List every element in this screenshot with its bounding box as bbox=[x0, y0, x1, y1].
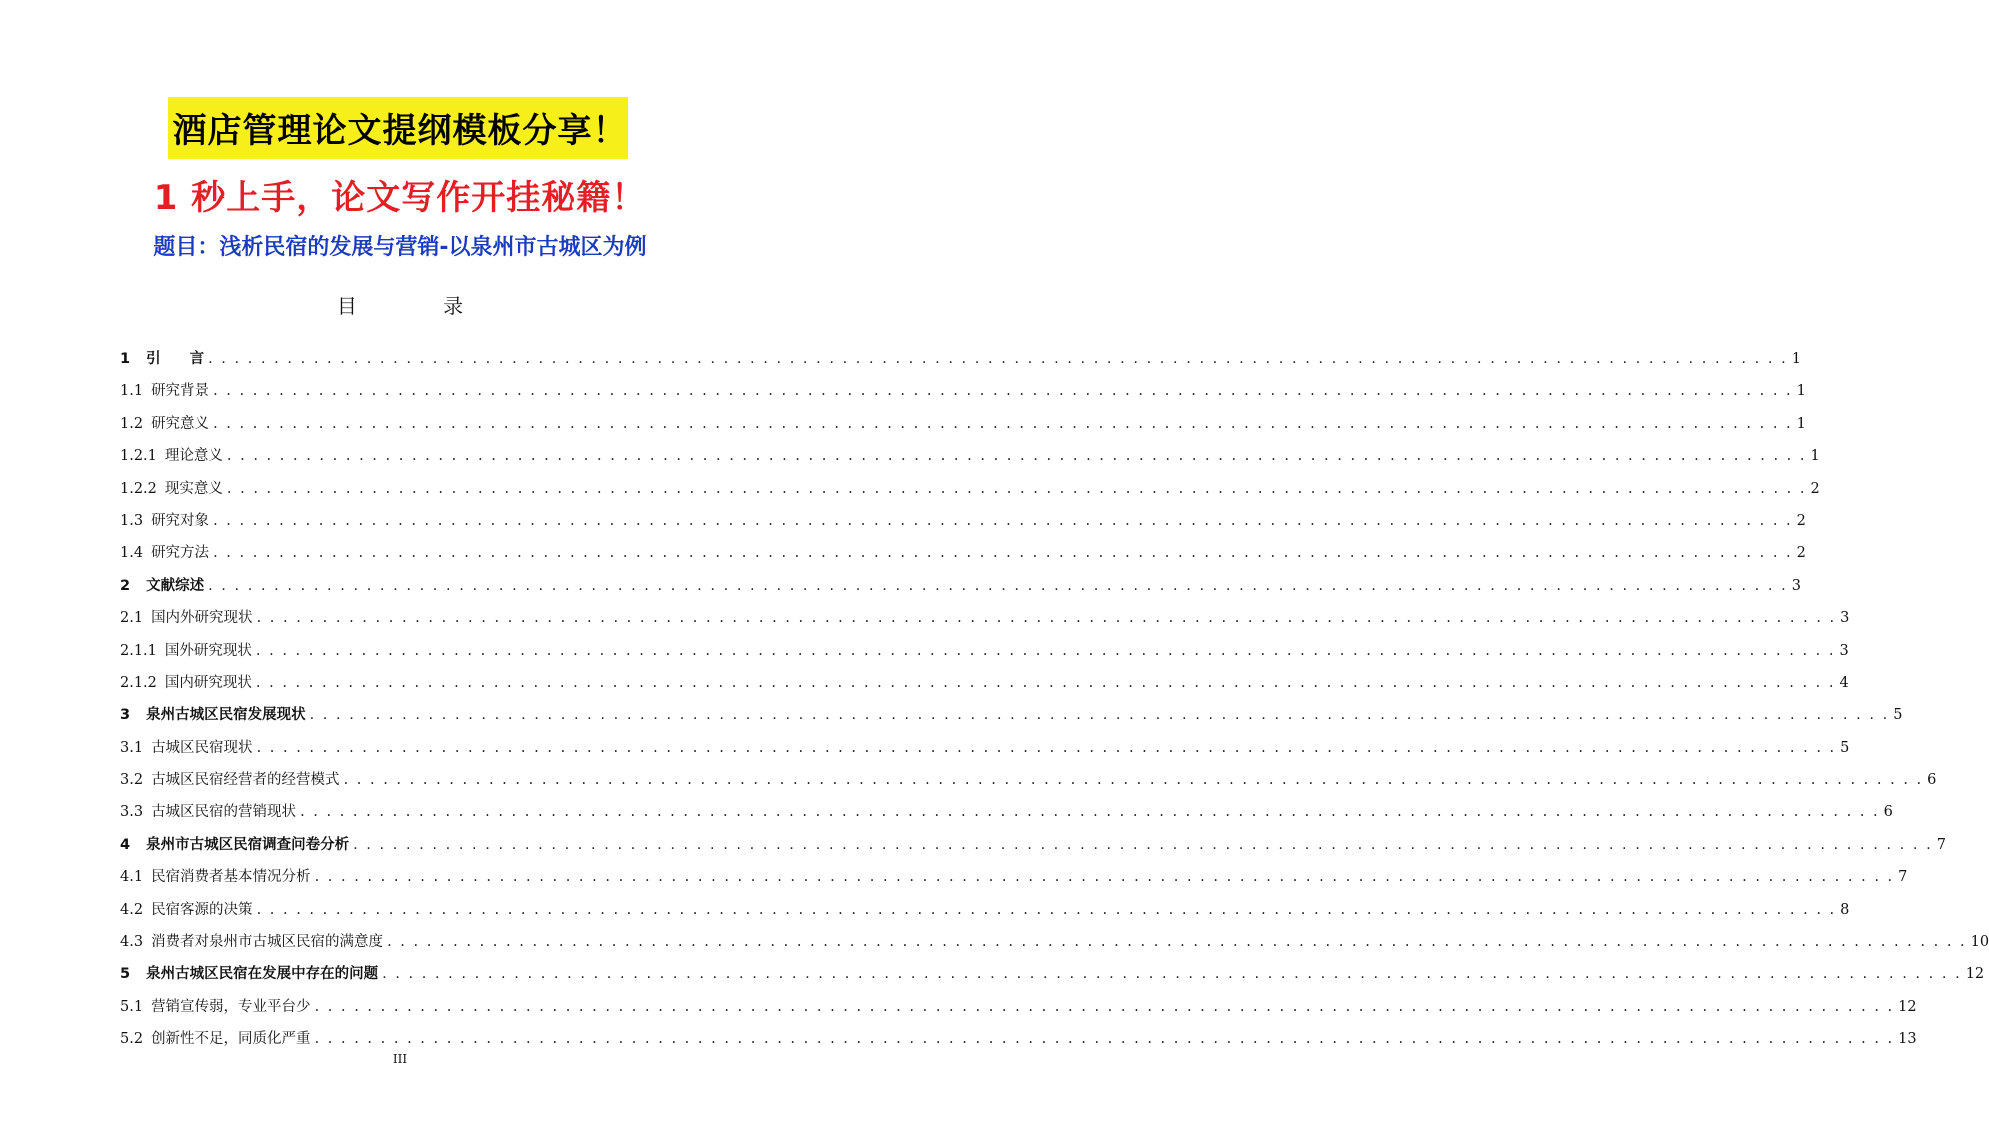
toc-entry-page: 7 bbox=[1936, 836, 1946, 853]
toc-entry-page: 7 bbox=[1898, 869, 1908, 886]
toc-entry-label: 泉州古城区民宿发展现状 bbox=[146, 707, 306, 724]
toc-entry-label: 文献综述 bbox=[146, 577, 205, 594]
toc-entry-label: 营销宣传弱，专业平台少 bbox=[151, 998, 311, 1015]
toc-leader-dots: . . . . . . . . . . . . . . . . . . . . . . . . . . . . . . . . . . . . . . . . . . . . . . . . . . . . . . . . . . . . . . . . . . . . . . . . . . . . . . . . . . . . . . . . . . . . . . . . . . . . . . . . . . . . . . . . . . . . . . . . bbox=[208, 351, 1788, 367]
toc-entry-page: 1 bbox=[1796, 383, 1806, 400]
toc-entry bbox=[120, 379, 1806, 411]
toc-entry-page: 1 bbox=[1796, 415, 1806, 432]
toc-entry-number: 5.2 bbox=[120, 1031, 144, 1048]
toc-entry-page: 3 bbox=[1839, 642, 1849, 659]
toc-entry bbox=[120, 477, 1820, 509]
toc-entry-label: 研究意义 bbox=[151, 415, 210, 432]
toc-entry-number: 3.2 bbox=[120, 772, 144, 789]
toc-entry bbox=[120, 768, 1937, 800]
toc-entry bbox=[120, 444, 1820, 476]
toc-entry-page: 12 bbox=[1898, 998, 1917, 1015]
toc-leader-dots: . . . . . . . . . . . . . . . . . . . . . . . . . . . . . . . . . . . . . . . . . . . . . . . . . . . . . . . . . . . . . . . . . . . . . . . . . . . . . . . . . . . . . . . . . . . . . . . . . . . . . . . . . . . . . . . . . . . . . . . . bbox=[226, 448, 1807, 465]
toc-entry-number: 4.2 bbox=[120, 901, 144, 918]
toc-leader-dots: . . . . . . . . . . . . . . . . . . . . . . . . . . . . . . . . . . . . . . . . . . . . . . . . . . . . . . . . . . . . . . . . . . . . . . . . . . . . . . . . . . . . . . . . . . . . . . . . . . . . . . . . . . . . . . . . . . . . . . . . bbox=[213, 512, 1793, 529]
toc-entry-label: 古城区民宿的营销现状 bbox=[151, 804, 297, 821]
toc-entry-number: 3.1 bbox=[120, 739, 144, 756]
toc-leader-dots: . . . . . . . . . . . . . . . . . . . . . . . . . . . . . . . . . . . . . . . . . . . . . . . . . . . . . . . . . . . . . . . . . . . . . . . . . . . . . . . . . . . . . . . . . . . . . . . . . . . . . . . . . . . . . . . . . . . . . . . . bbox=[314, 869, 1895, 886]
toc-leader-dots: . . . . . . . . . . . . . . . . . . . . . . . . . . . . . . . . . . . . . . . . . . . . . . . . . . . . . . . . . . . . . . . . . . . . . . . . . . . . . . . . . . . . . . . . . . . . . . . . . . . . . . . . . . . . . . . . . . . . . . . . bbox=[213, 415, 1793, 432]
toc-entry-number: 2.1.2 bbox=[120, 674, 157, 691]
toc-entry bbox=[120, 509, 1806, 541]
toc-entry-page: 6 bbox=[1883, 804, 1893, 821]
toc-entry-number: 1.1 bbox=[120, 383, 144, 400]
toc-leader-dots: . . . . . . . . . . . . . . . . . . . . . . . . . . . . . . . . . . . . . . . . . . . . . . . . . . . . . . . . . . . . . . . . . . . . . . . . . . . . . . . . . . . . . . . . . . . . . . . . . . . . . . . . . . . . . . . . . . . . . . . . bbox=[255, 674, 1836, 691]
toc-entry-label: 民宿客源的决策 bbox=[151, 901, 253, 918]
toc-entry-label: 研究方法 bbox=[151, 545, 210, 562]
toc-entry-label: 国内研究现状 bbox=[164, 674, 252, 691]
toc-heading: 目 录 bbox=[336, 294, 504, 318]
toc-entry-label: 引 言 bbox=[146, 351, 205, 367]
toc-entry-number: 1.2.2 bbox=[120, 480, 157, 497]
toc-entry-page: 5 bbox=[1893, 707, 1903, 724]
toc-entry-page: 1 bbox=[1810, 448, 1820, 465]
toc-entry bbox=[120, 703, 1903, 735]
toc-entry-page: 10 bbox=[1970, 934, 1989, 951]
toc-entry-page: 3 bbox=[1791, 577, 1801, 594]
toc-leader-dots: . . . . . . . . . . . . . . . . . . . . . . . . . . . . . . . . . . . . . . . . . . . . . . . . . . . . . . . . . . . . . . . . . . . . . . . . . . . . . . . . . . . . . . . . . . . . . . . . . . . . . . . . . . . . . . . . . . . . . . . . bbox=[314, 1031, 1895, 1048]
toc-entry bbox=[120, 736, 1850, 768]
toc-entry-label: 理论意义 bbox=[164, 448, 223, 465]
toc-entry-number: 1.3 bbox=[120, 512, 144, 529]
toc-entry-number: 1 bbox=[120, 351, 131, 367]
toc-entry-page: 2 bbox=[1810, 480, 1820, 497]
toc-entry-number: 1.2 bbox=[120, 415, 144, 432]
paper-topic: 题目：浅析民宿的发展与营销-以泉州市古城区为例 bbox=[153, 235, 647, 260]
toc-entry-page: 13 bbox=[1898, 1031, 1917, 1048]
toc-leader-dots: . . . . . . . . . . . . . . . . . . . . . . . . . . . . . . . . . . . . . . . . . . . . . . . . . . . . . . . . . . . . . . . . . . . . . . . . . . . . . . . . . . . . . . . . . . . . . . . . . . . . . . . . . . . . . . . . . . . . . . . . bbox=[343, 772, 1924, 789]
page-subtitle: 1 秒上手，论文写作开挂秘籍！ bbox=[153, 178, 647, 218]
toc-leader-dots: . . . . . . . . . . . . . . . . . . . . . . . . . . . . . . . . . . . . . . . . . . . . . . . . . . . . . . . . . . . . . . . . . . . . . . . . . . . . . . . . . . . . . . . . . . . . . . . . . . . . . . . . . . . . . . . . . . . . . . . . bbox=[387, 934, 1967, 951]
toc-entry bbox=[120, 574, 1801, 606]
toc-entry bbox=[120, 962, 1985, 994]
toc-entry-number: 2.1 bbox=[120, 610, 144, 627]
toc-entry bbox=[120, 606, 1850, 638]
toc-entry-page: 1 bbox=[1791, 351, 1801, 367]
toc-entry bbox=[120, 833, 1946, 865]
toc-entry-page: 5 bbox=[1840, 739, 1850, 756]
toc-leader-dots: . . . . . . . . . . . . . . . . . . . . . . . . . . . . . . . . . . . . . . . . . . . . . . . . . . . . . . . . . . . . . . . . . . . . . . . . . . . . . . . . . . . . . . . . . . . . . . . . . . . . . . . . . . . . . . . . . . . . . . . . bbox=[256, 739, 1837, 756]
toc-entry-label: 国外研究现状 bbox=[164, 642, 252, 659]
toc-leader-dots: . . . . . . . . . . . . . . . . . . . . . . . . . . . . . . . . . . . . . . . . . . . . . . . . . . . . . . . . . . . . . . . . . . . . . . . . . . . . . . . . . . . . . . . . . . . . . . . . . . . . . . . . . . . . . . . . . . . . . . . . bbox=[309, 707, 1890, 724]
toc-entry bbox=[120, 412, 1806, 444]
toc-leader-dots: . . . . . . . . . . . . . . . . . . . . . . . . . . . . . . . . . . . . . . . . . . . . . . . . . . . . . . . . . . . . . . . . . . . . . . . . . . . . . . . . . . . . . . . . . . . . . . . . . . . . . . . . . . . . . . . . . . . . . . . . bbox=[256, 610, 1837, 627]
toc-entry bbox=[120, 995, 1917, 1027]
toc-entry bbox=[120, 800, 1893, 832]
toc-leader-dots: . . . . . . . . . . . . . . . . . . . . . . . . . . . . . . . . . . . . . . . . . . . . . . . . . . . . . . . . . . . . . . . . . . . . . . . . . . . . . . . . . . . . . . . . . . . . . . . . . . . . . . . . . . . . . . . . . . . . . . . . bbox=[255, 642, 1836, 659]
toc-entry bbox=[120, 541, 1806, 573]
toc-entry-label: 民宿消费者基本情况分析 bbox=[151, 869, 311, 886]
toc-entry-number: 1.2.1 bbox=[120, 448, 157, 465]
toc-entry bbox=[120, 347, 1801, 379]
toc-entry-label: 泉州市古城区民宿调查问卷分析 bbox=[146, 836, 350, 853]
toc-entry-number: 1.4 bbox=[120, 545, 144, 562]
toc-entry bbox=[120, 639, 1849, 671]
toc-leader-dots: . . . . . . . . . . . . . . . . . . . . . . . . . . . . . . . . . . . . . . . . . . . . . . . . . . . . . . . . . . . . . . . . . . . . . . . . . . . . . . . . . . . . . . . . . . . . . . . . . . . . . . . . . . . . . . . . . . . . . . . . bbox=[382, 966, 1962, 983]
toc-entry-label: 现实意义 bbox=[164, 480, 223, 497]
toc-entry-page: 4 bbox=[1839, 674, 1849, 691]
toc-entry-number: 3 bbox=[120, 707, 131, 724]
toc-entry-label: 研究对象 bbox=[151, 512, 210, 529]
toc-entry-number: 4.1 bbox=[120, 869, 144, 886]
toc-entry-page: 2 bbox=[1796, 512, 1806, 529]
toc-leader-dots: . . . . . . . . . . . . . . . . . . . . . . . . . . . . . . . . . . . . . . . . . . . . . . . . . . . . . . . . . . . . . . . . . . . . . . . . . . . . . . . . . . . . . . . . . . . . . . . . . . . . . . . . . . . . . . . . . . . . . . . . bbox=[300, 804, 1880, 821]
toc-entry-number: 2 bbox=[120, 577, 131, 594]
toc-entry-label: 泉州古城区民宿在发展中存在的问题 bbox=[146, 966, 379, 983]
toc-entry-number: 4 bbox=[120, 836, 131, 853]
toc-entry bbox=[120, 898, 1850, 930]
toc-entry-label: 研究背景 bbox=[151, 383, 210, 400]
toc-entry bbox=[120, 671, 1849, 703]
toc-entry-page: 8 bbox=[1840, 901, 1850, 918]
toc-entry-number: 3.3 bbox=[120, 804, 144, 821]
toc-entry-number: 4.3 bbox=[120, 934, 144, 951]
toc-entry-label: 国内外研究现状 bbox=[151, 610, 253, 627]
toc-leader-dots: . . . . . . . . . . . . . . . . . . . . . . . . . . . . . . . . . . . . . . . . . . . . . . . . . . . . . . . . . . . . . . . . . . . . . . . . . . . . . . . . . . . . . . . . . . . . . . . . . . . . . . . . . . . . . . . . . . . . . . . . bbox=[213, 545, 1793, 562]
toc-leader-dots: . . . . . . . . . . . . . . . . . . . . . . . . . . . . . . . . . . . . . . . . . . . . . . . . . . . . . . . . . . . . . . . . . . . . . . . . . . . . . . . . . . . . . . . . . . . . . . . . . . . . . . . . . . . . . . . . . . . . . . . . bbox=[314, 998, 1895, 1015]
toc-entry-label: 古城区民宿经营者的经营模式 bbox=[151, 772, 340, 789]
toc-entry-page: 2 bbox=[1796, 545, 1806, 562]
toc-entry-page: 3 bbox=[1840, 610, 1850, 627]
toc-entry bbox=[120, 930, 1989, 962]
toc-entry-label: 创新性不足，同质化严重 bbox=[151, 1031, 311, 1048]
toc-leader-dots: . . . . . . . . . . . . . . . . . . . . . . . . . . . . . . . . . . . . . . . . . . . . . . . . . . . . . . . . . . . . . . . . . . . . . . . . . . . . . . . . . . . . . . . . . . . . . . . . . . . . . . . . . . . . . . . . . . . . . . . . bbox=[213, 383, 1793, 400]
toc-entry-label: 古城区民宿现状 bbox=[151, 739, 253, 756]
toc-leader-dots: . . . . . . . . . . . . . . . . . . . . . . . . . . . . . . . . . . . . . . . . . . . . . . . . . . . . . . . . . . . . . . . . . . . . . . . . . . . . . . . . . . . . . . . . . . . . . . . . . . . . . . . . . . . . . . . . . . . . . . . . bbox=[208, 577, 1788, 594]
toc-entry-page: 12 bbox=[1965, 966, 1985, 983]
page-title: 酒店管理论文提纲模板分享！ bbox=[172, 111, 628, 151]
toc-entry-number: 5 bbox=[120, 966, 131, 983]
toc-leader-dots: . . . . . . . . . . . . . . . . . . . . . . . . . . . . . . . . . . . . . . . . . . . . . . . . . . . . . . . . . . . . . . . . . . . . . . . . . . . . . . . . . . . . . . . . . . . . . . . . . . . . . . . . . . . . . . . . . . . . . . . . bbox=[226, 480, 1807, 497]
toc-entry-number: 5.1 bbox=[120, 998, 144, 1015]
toc-leader-dots: . . . . . . . . . . . . . . . . . . . . . . . . . . . . . . . . . . . . . . . . . . . . . . . . . . . . . . . . . . . . . . . . . . . . . . . . . . . . . . . . . . . . . . . . . . . . . . . . . . . . . . . . . . . . . . . . . . . . . . . . bbox=[353, 836, 1933, 853]
table-of-contents bbox=[120, 347, 1989, 1060]
toc-entry-label: 消费者对泉州市古城区民宿的满意度 bbox=[151, 934, 384, 951]
page-number: III bbox=[392, 1052, 408, 1066]
toc-entry-number: 2.1.1 bbox=[120, 642, 157, 659]
toc-entry bbox=[120, 865, 1908, 897]
toc-entry-page: 6 bbox=[1927, 772, 1937, 789]
toc-leader-dots: . . . . . . . . . . . . . . . . . . . . . . . . . . . . . . . . . . . . . . . . . . . . . . . . . . . . . . . . . . . . . . . . . . . . . . . . . . . . . . . . . . . . . . . . . . . . . . . . . . . . . . . . . . . . . . . . . . . . . . . . bbox=[256, 901, 1837, 918]
